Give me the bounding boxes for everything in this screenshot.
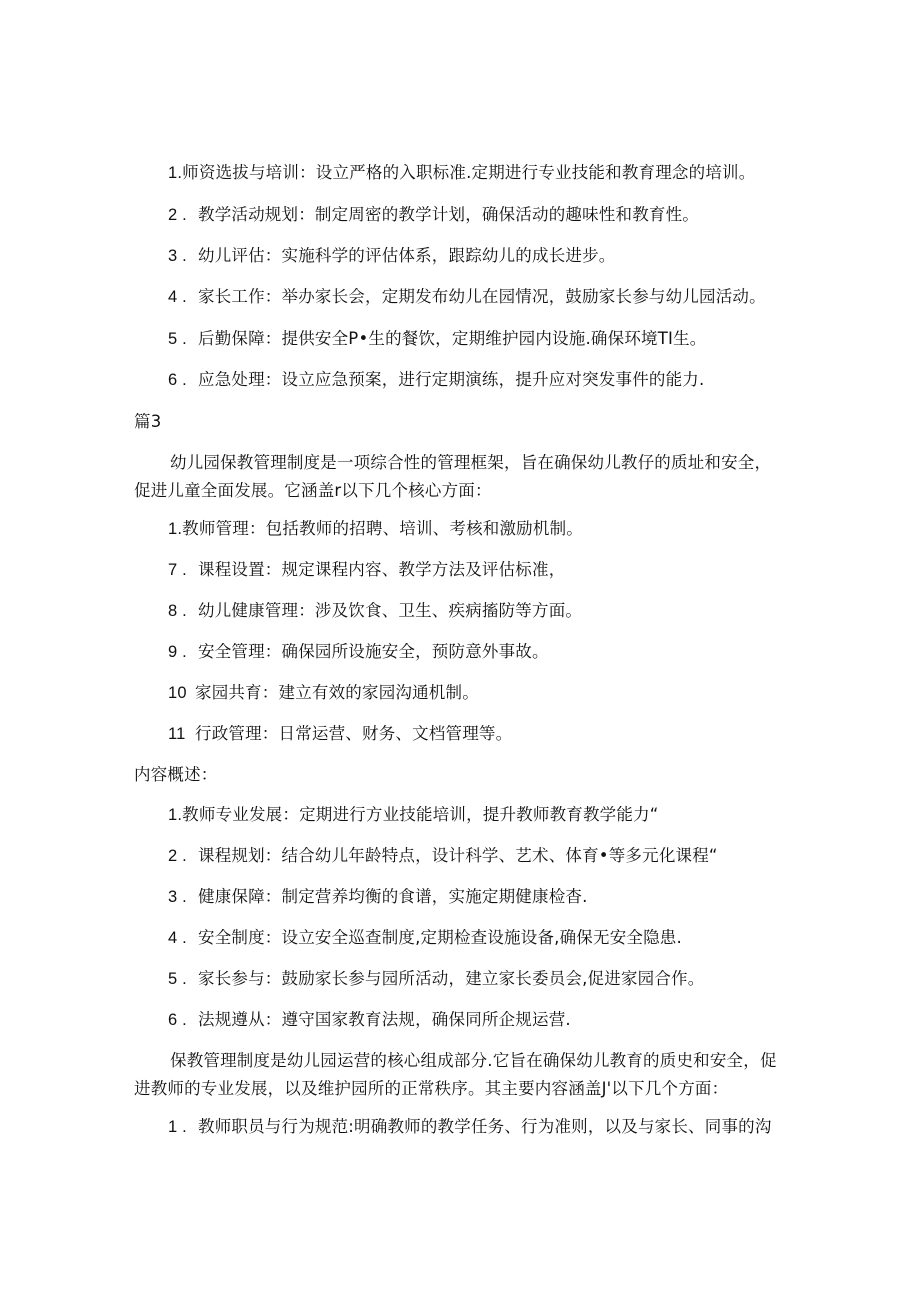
list-item: 1 . 教师职员与行为规范:明确教师的教学任务、行为准则，以及与家长、同事的沟 [168,1117,772,1136]
list-item: 4 . 家长工作：举办家长会，定期发布幼儿在园情况，鼓励家长参与幼儿园活动。 [168,287,766,306]
list-item: 6 . 应急处理：设立应急预案，进行定期演练，提升应对突发事件的能力. [168,370,705,389]
list-item: 8 . 幼儿健康管理：涉及饮食、卫生、疾病搐防等方面。 [168,601,583,620]
list-item: 1.教师管理：包括教师的招聘、培训、考核和激励机制。 [168,519,583,538]
list-item: 9 . 安全管理：确保园所设施安全，预防意外事故。 [168,642,549,661]
list-item: 7 . 课程设置：规定课程内容、教学方法及评估标准， [168,560,566,579]
list-item: 6 . 法规遵从：遵守国家教育法规，确保同所企规运营. [168,1010,571,1029]
list-item: 1.师资选拔与培训：设立严格的入职标准.定期进行专业技能和教育理念的培训。 [168,163,756,182]
intro-paragraph-line-1: 幼儿园保教管理制度是一项综合性的管理框架，旨在确保幼儿教仔的质址和安全， [170,453,772,472]
list-item: 4 . 安全制度：设立安全巡查制度,定期检查设施设备,确保无安全隐患. [168,928,682,947]
list-item: 2 . 课程规划：结合幼儿年龄特点，设计科学、艺术、体育•等多元化课程“ [168,846,718,865]
closing-paragraph-line-1: 保教管理制度是幼儿园运营的核心组成部分.它旨在确保幼儿教育的质史和安全，促 [170,1051,777,1070]
list-item: 10 家园共育：建立有效的家园沟通机制。 [168,683,479,702]
list-item: 5 . 后勤保障：提供安全P•生的餐饮，定期维护园内设施.确保环境TI生。 [168,329,707,348]
list-item: 3 . 幼儿评估：实施科学的评估体系，跟踪幼儿的成长进步。 [168,246,616,265]
closing-paragraph-line-2: 进教师的专业发展，以及维护园所的正常秩序。其主要内容涵盖J'以下几个方面： [134,1079,729,1098]
list-item: 5 . 家长参与：鼓励家长参与园所活动，建立家长委员会,促进家园合作。 [168,969,705,988]
intro-paragraph-line-2: 促进儿童全面发展。它涵盖r以下几个核心方面： [134,481,492,500]
list-item: 3 . 健康保障：制定营养均衡的食谱，实施定期健康检杳. [168,887,588,906]
section-heading: 篇3 [134,412,162,431]
list-item: 1.教师专业发展：定期进行方业技能培训，提升教师教育教学能力“ [168,805,659,824]
list-item: 2 . 教学活动规划：制定周密的教学计划，确保活动的趣味性和教育性。 [168,205,699,224]
list-item: 11 行政管理：日常运营、财务、文档管理等。 [168,724,513,743]
overview-heading: 内容概述： [134,765,218,784]
